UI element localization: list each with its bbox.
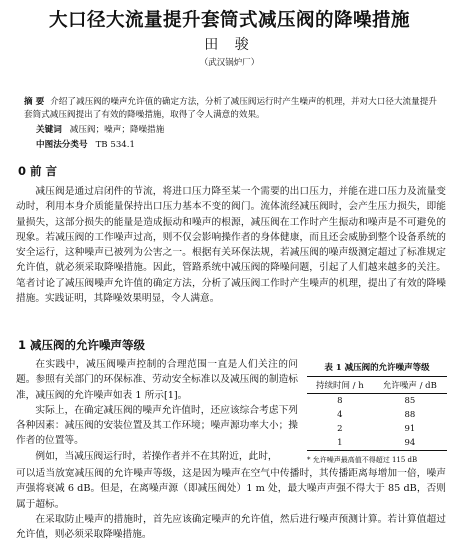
keywords-label: 关键词: [36, 125, 62, 135]
section-0-body: [16, 184, 446, 306]
table-header-duration: 持续时间 / h: [307, 377, 373, 394]
abstract-label: 摘 要: [24, 97, 45, 107]
section-0-paragraph: 减压阀是通过启闭件的节流，将进口压力降至某一个需要的出口压力，并能在进口压力及流量变动时，利用本身介质能量保持出口压力基本不变的阀门。流体流经减压阀时，会产生压力损失，即能量损失，这部分损失的能量是造成振动和噪声的根源，减压阀在工作时产生振动和噪声是不可避免的现象。若减压阀的工作噪声过高，则不仅会影响操作者的身体健康，而且还会威胁到整个设备系统的安全运行，这种噪声已被列为公害之一。根据有关环保法规，若减压阀的噪声级测定超过了标准规定允许值，就必须采取降噪措施。因此，管路系统中减压阀的降噪问题，引起了人们越来越多的关注。笔者讨论了减压阀噪声允许值的确定方法，分析了减压阀工作时产生噪声的机理，提出了有效的降噪措施。实践证明，其降噪效果明显，令人满意。: [16, 186, 446, 305]
section-1-paragraph-1: 在实践中，减压阀噪声控制的合理范围一直是人们关注的问题。参照有关部门的环保标准、劳动安全标准以及减压阀的制造标准，减压阀的允许噪声如表 1 所示[1]。: [16, 359, 298, 401]
section-0-heading: 0 前 言: [18, 164, 58, 178]
section-1-paragraph-4: 在采取防止噪声的措施时，首先应该确定噪声的允许值，然后进行噪声预测计算。若计算值超过允许值，则必须采取降噪措施。: [16, 513, 446, 541]
section-1-paragraph-3b: 可以适当放宽减压阀的允许噪声等级，这是因为噪声在空气中传播时，其传播距离每增加一倍，噪声声强将衰减 6 dB。但是，在离噪声源（即减压阀处）1 m 处，最大噪声声强不得大于 85 dB，否则属于超标。: [16, 468, 446, 510]
table-cell-duration: 8: [337, 395, 343, 406]
table-1-caption: 表 1 减压阀的允许噪声等级: [324, 363, 430, 373]
section-1-body-left: [16, 357, 298, 464]
author-affiliation: （武汉锅炉厂）: [199, 58, 260, 68]
paper-title: 大口径大流量提升套筒式减压阀的降噪措施: [48, 10, 410, 31]
table-cell-duration: 2: [337, 423, 343, 434]
table-cell-duration: 4: [337, 409, 343, 420]
section-1-body-full: [16, 466, 446, 542]
keywords-text: 减压阀；噪声；降噪措施: [69, 125, 165, 135]
table-1-grid: [307, 376, 447, 451]
abstract-block: [24, 96, 438, 122]
classification-label: 中图法分类号: [36, 140, 88, 150]
table-cell-noise: 91: [404, 423, 416, 434]
table-header-row: [307, 377, 447, 394]
table-row: [307, 394, 447, 409]
abstract-text: 介绍了减压阀的噪声允许值的确定方法，分析了减压阀运行时产生噪声的机理，并对大口径大流量提升套筒式减压阀提出了有效的降噪措施，取得了令人满意的效果。: [24, 97, 437, 120]
section-1-paragraph-3a: 例如，当减压阀运行时，若操作者并不在其附近，此时，: [35, 450, 278, 462]
author-name: 田 骏: [204, 37, 255, 53]
table-1: [307, 361, 447, 465]
table-cell-duration: 1: [307, 436, 373, 451]
table-cell-noise: 94: [373, 436, 447, 451]
classification-number: TB 534.1: [95, 140, 135, 150]
table-row: [307, 422, 447, 436]
keywords-line: [36, 123, 164, 135]
section-1-heading: 1 减压阀的允许噪声等级: [18, 338, 146, 352]
table-1-note: * 允许噪声最高值不得超过 115 dB: [307, 456, 418, 464]
table-cell-noise: 88: [404, 409, 416, 420]
table-row: [307, 408, 447, 422]
table-row: [307, 436, 447, 451]
table-cell-noise: 85: [404, 395, 416, 406]
classification-line: [36, 138, 135, 150]
table-header-noise: 允许噪声 / dB: [373, 377, 447, 394]
section-1-paragraph-2: 实际上，在确定减压阀的噪声允许值时，还应该综合考虑下列各种因素：减压阀的安装位置及其工作环境；噪声源功率大小；操作者的位置等。: [16, 404, 298, 447]
